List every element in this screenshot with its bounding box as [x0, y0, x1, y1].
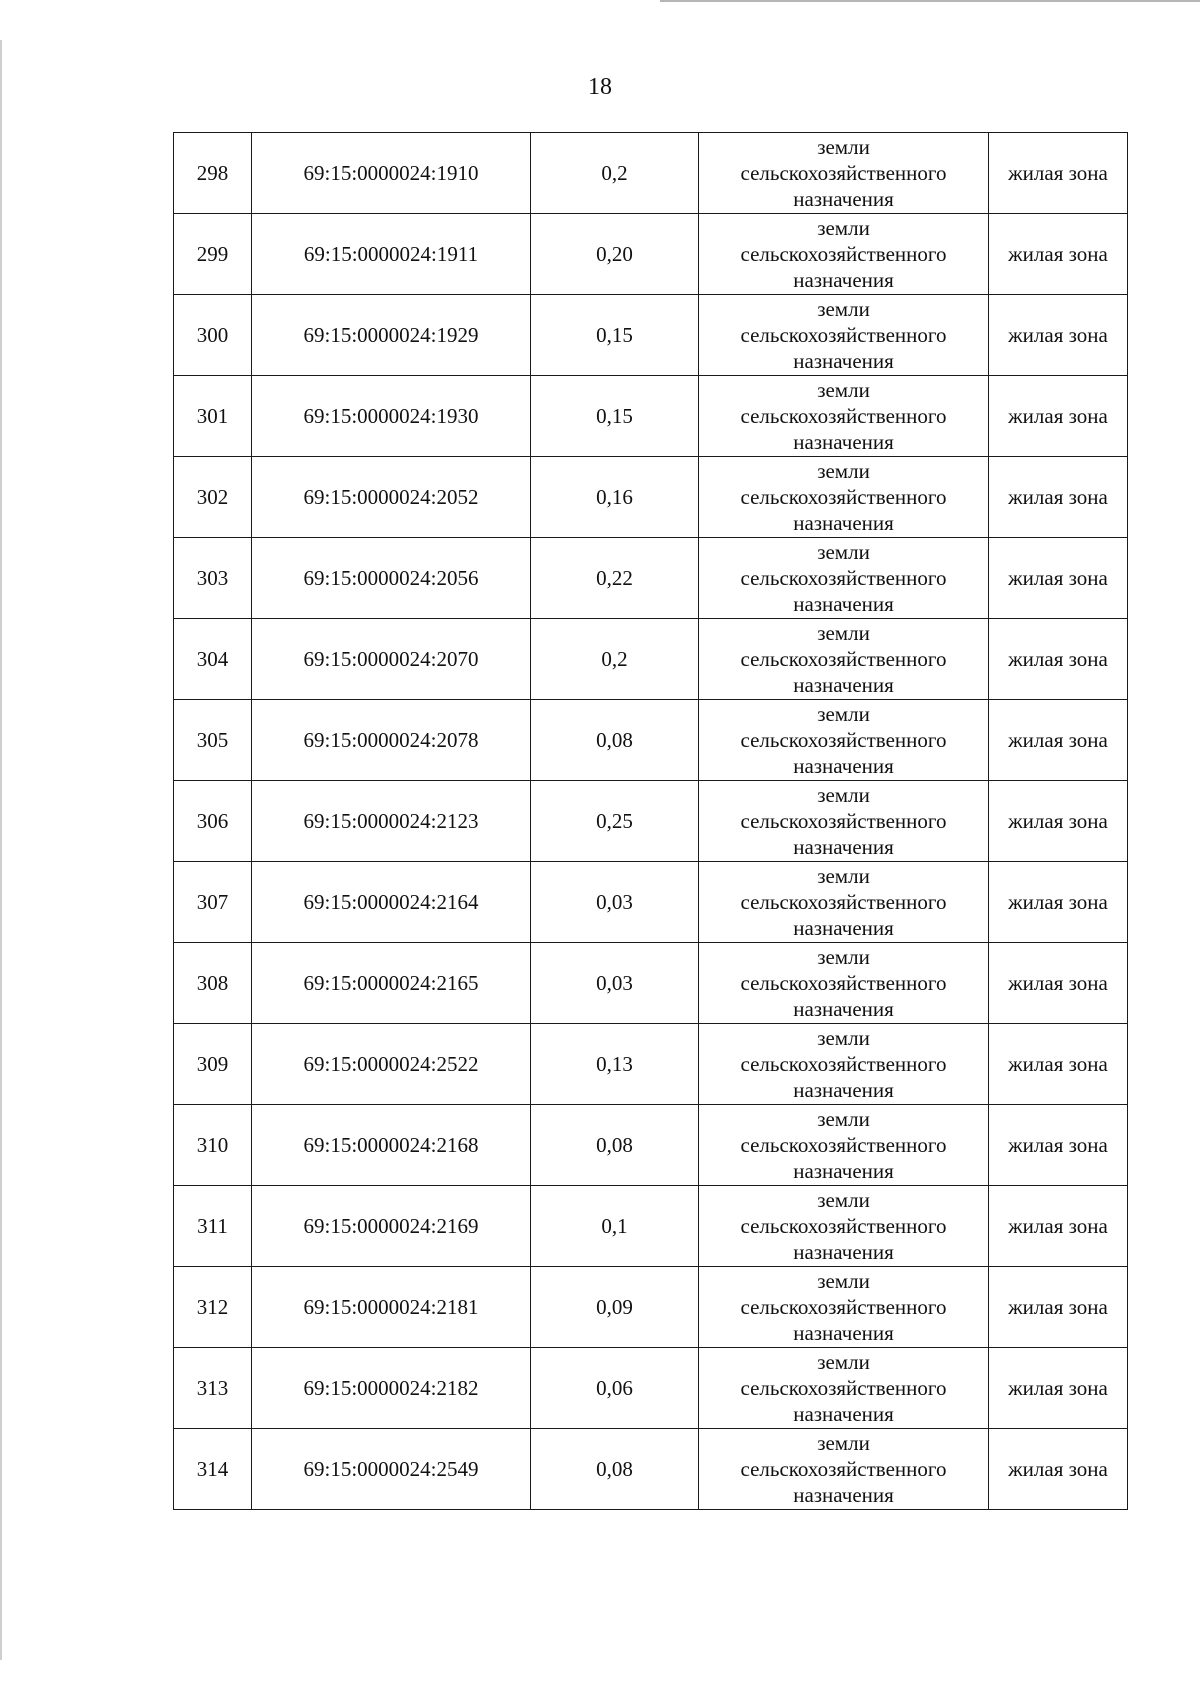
zone-cell: жилая зона [989, 1186, 1128, 1267]
land-category-line: земли [817, 945, 870, 969]
row-number-cell: 309 [174, 1024, 252, 1105]
land-plots-table [173, 132, 1128, 1510]
land-category-line: сельскохозяйственного [740, 161, 947, 185]
land-category-line: земли [817, 1269, 870, 1293]
cadastral-number-cell: 69:15:0000024:2182 [252, 1348, 531, 1429]
land-category-line: назначения [793, 997, 894, 1021]
area-cell: 0,20 [531, 214, 699, 295]
row-number-cell: 307 [174, 862, 252, 943]
land-category-line: назначения [793, 1159, 894, 1183]
land-category-line: назначения [793, 268, 894, 292]
land-category-line: назначения [793, 349, 894, 373]
zone-cell: жилая зона [989, 214, 1128, 295]
row-number-cell: 304 [174, 619, 252, 700]
table-row [174, 1024, 1128, 1105]
table-row [174, 781, 1128, 862]
cadastral-number-cell: 69:15:0000024:2181 [252, 1267, 531, 1348]
land-category-line: сельскохозяйственного [740, 404, 947, 428]
land-category-line: сельскохозяйственного [740, 485, 947, 509]
land-category-cell [699, 1186, 989, 1267]
land-category-line: сельскохозяйственного [740, 728, 947, 752]
page-number: 18 [588, 74, 612, 100]
zone-cell: жилая зона [989, 943, 1128, 1024]
row-number-cell: 302 [174, 457, 252, 538]
land-category-cell [699, 1348, 989, 1429]
land-category-line: назначения [793, 511, 894, 535]
cadastral-number-cell: 69:15:0000024:2056 [252, 538, 531, 619]
table-row [174, 1267, 1128, 1348]
table-row [174, 295, 1128, 376]
land-category-cell [699, 214, 989, 295]
land-category-cell [699, 133, 989, 214]
zone-cell: жилая зона [989, 619, 1128, 700]
land-category-line: сельскохозяйственного [740, 1295, 947, 1319]
land-category-line: назначения [793, 1078, 894, 1102]
cadastral-number-cell: 69:15:0000024:2549 [252, 1429, 531, 1510]
cadastral-number-cell: 69:15:0000024:2070 [252, 619, 531, 700]
row-number-cell: 310 [174, 1105, 252, 1186]
area-cell: 0,16 [531, 457, 699, 538]
cadastral-number-cell: 69:15:0000024:2164 [252, 862, 531, 943]
area-cell: 0,09 [531, 1267, 699, 1348]
zone-cell: жилая зона [989, 1105, 1128, 1186]
land-category-cell [699, 1024, 989, 1105]
zone-cell: жилая зона [989, 538, 1128, 619]
row-number-cell: 306 [174, 781, 252, 862]
cadastral-number-cell: 69:15:0000024:2052 [252, 457, 531, 538]
table-row [174, 619, 1128, 700]
land-category-line: земли [817, 1431, 870, 1455]
land-category-line: назначения [793, 1402, 894, 1426]
zone-cell: жилая зона [989, 700, 1128, 781]
land-category-line: земли [817, 783, 870, 807]
area-cell: 0,03 [531, 862, 699, 943]
cadastral-number-cell: 69:15:0000024:1910 [252, 133, 531, 214]
table-row [174, 943, 1128, 1024]
land-category-cell [699, 943, 989, 1024]
row-number-cell: 299 [174, 214, 252, 295]
land-category-line: сельскохозяйственного [740, 323, 947, 347]
cadastral-number-cell: 69:15:0000024:2169 [252, 1186, 531, 1267]
row-number-cell: 298 [174, 133, 252, 214]
table-row [174, 457, 1128, 538]
land-category-cell [699, 862, 989, 943]
land-category-line: назначения [793, 430, 894, 454]
row-number-cell: 305 [174, 700, 252, 781]
cadastral-number-cell: 69:15:0000024:2165 [252, 943, 531, 1024]
land-category-line: назначения [793, 1321, 894, 1345]
area-cell: 0,1 [531, 1186, 699, 1267]
land-category-line: земли [817, 1188, 870, 1212]
table-row [174, 376, 1128, 457]
land-category-cell [699, 376, 989, 457]
cadastral-number-cell: 69:15:0000024:2522 [252, 1024, 531, 1105]
land-category-cell [699, 1105, 989, 1186]
zone-cell: жилая зона [989, 1429, 1128, 1510]
land-category-line: сельскохозяйственного [740, 1133, 947, 1157]
table-row [174, 1348, 1128, 1429]
area-cell: 0,08 [531, 1105, 699, 1186]
land-category-line: назначения [793, 592, 894, 616]
table-row [174, 1105, 1128, 1186]
land-category-line: земли [817, 297, 870, 321]
land-category-cell [699, 1267, 989, 1348]
area-cell: 0,2 [531, 619, 699, 700]
land-category-line: земли [817, 540, 870, 564]
table-body [174, 133, 1128, 1510]
table-row [174, 214, 1128, 295]
table-row [174, 862, 1128, 943]
land-category-line: сельскохозяйственного [740, 1457, 947, 1481]
land-category-line: земли [817, 702, 870, 726]
land-category-line: сельскохозяйственного [740, 1376, 947, 1400]
land-category-line: сельскохозяйственного [740, 647, 947, 671]
zone-cell: жилая зона [989, 1024, 1128, 1105]
zone-cell: жилая зона [989, 862, 1128, 943]
land-category-line: назначения [793, 1240, 894, 1264]
area-cell: 0,22 [531, 538, 699, 619]
land-category-cell [699, 700, 989, 781]
area-cell: 0,25 [531, 781, 699, 862]
area-cell: 0,2 [531, 133, 699, 214]
land-category-line: назначения [793, 835, 894, 859]
land-category-cell [699, 1429, 989, 1510]
zone-cell: жилая зона [989, 1348, 1128, 1429]
land-category-line: назначения [793, 1483, 894, 1507]
land-plots-table-container [173, 132, 1127, 1510]
table-row [174, 133, 1128, 214]
cadastral-number-cell: 69:15:0000024:2078 [252, 700, 531, 781]
scan-edge-top [660, 0, 1200, 2]
area-cell: 0,08 [531, 1429, 699, 1510]
row-number-cell: 303 [174, 538, 252, 619]
zone-cell: жилая зона [989, 133, 1128, 214]
land-category-line: земли [817, 216, 870, 240]
table-row [174, 1186, 1128, 1267]
zone-cell: жилая зона [989, 1267, 1128, 1348]
table-row [174, 700, 1128, 781]
land-category-cell [699, 619, 989, 700]
table-row [174, 1429, 1128, 1510]
area-cell: 0,13 [531, 1024, 699, 1105]
land-category-line: сельскохозяйственного [740, 242, 947, 266]
land-category-line: сельскохозяйственного [740, 971, 947, 995]
land-category-line: сельскохозяйственного [740, 1052, 947, 1076]
land-category-line: земли [817, 1026, 870, 1050]
cadastral-number-cell: 69:15:0000024:2123 [252, 781, 531, 862]
zone-cell: жилая зона [989, 295, 1128, 376]
land-category-cell [699, 295, 989, 376]
cadastral-number-cell: 69:15:0000024:1911 [252, 214, 531, 295]
land-category-line: земли [817, 1350, 870, 1374]
land-category-line: сельскохозяйственного [740, 809, 947, 833]
area-cell: 0,15 [531, 376, 699, 457]
cadastral-number-cell: 69:15:0000024:1930 [252, 376, 531, 457]
row-number-cell: 301 [174, 376, 252, 457]
land-category-cell [699, 538, 989, 619]
land-category-line: земли [817, 378, 870, 402]
land-category-line: земли [817, 864, 870, 888]
land-category-line: назначения [793, 916, 894, 940]
land-category-line: сельскохозяйственного [740, 1214, 947, 1238]
land-category-line: земли [817, 1107, 870, 1131]
row-number-cell: 300 [174, 295, 252, 376]
land-category-line: земли [817, 621, 870, 645]
area-cell: 0,03 [531, 943, 699, 1024]
land-category-line: земли [817, 459, 870, 483]
land-category-line: назначения [793, 754, 894, 778]
table-row [174, 538, 1128, 619]
zone-cell: жилая зона [989, 457, 1128, 538]
land-category-line: сельскохозяйственного [740, 890, 947, 914]
area-cell: 0,15 [531, 295, 699, 376]
zone-cell: жилая зона [989, 376, 1128, 457]
row-number-cell: 314 [174, 1429, 252, 1510]
row-number-cell: 308 [174, 943, 252, 1024]
cadastral-number-cell: 69:15:0000024:2168 [252, 1105, 531, 1186]
row-number-cell: 313 [174, 1348, 252, 1429]
zone-cell: жилая зона [989, 781, 1128, 862]
land-category-line: сельскохозяйственного [740, 566, 947, 590]
land-category-line: назначения [793, 187, 894, 211]
area-cell: 0,08 [531, 700, 699, 781]
area-cell: 0,06 [531, 1348, 699, 1429]
row-number-cell: 311 [174, 1186, 252, 1267]
land-category-line: земли [817, 135, 870, 159]
land-category-line: назначения [793, 673, 894, 697]
scan-edge-left [0, 40, 2, 1660]
row-number-cell: 312 [174, 1267, 252, 1348]
land-category-cell [699, 457, 989, 538]
land-category-cell [699, 781, 989, 862]
cadastral-number-cell: 69:15:0000024:1929 [252, 295, 531, 376]
